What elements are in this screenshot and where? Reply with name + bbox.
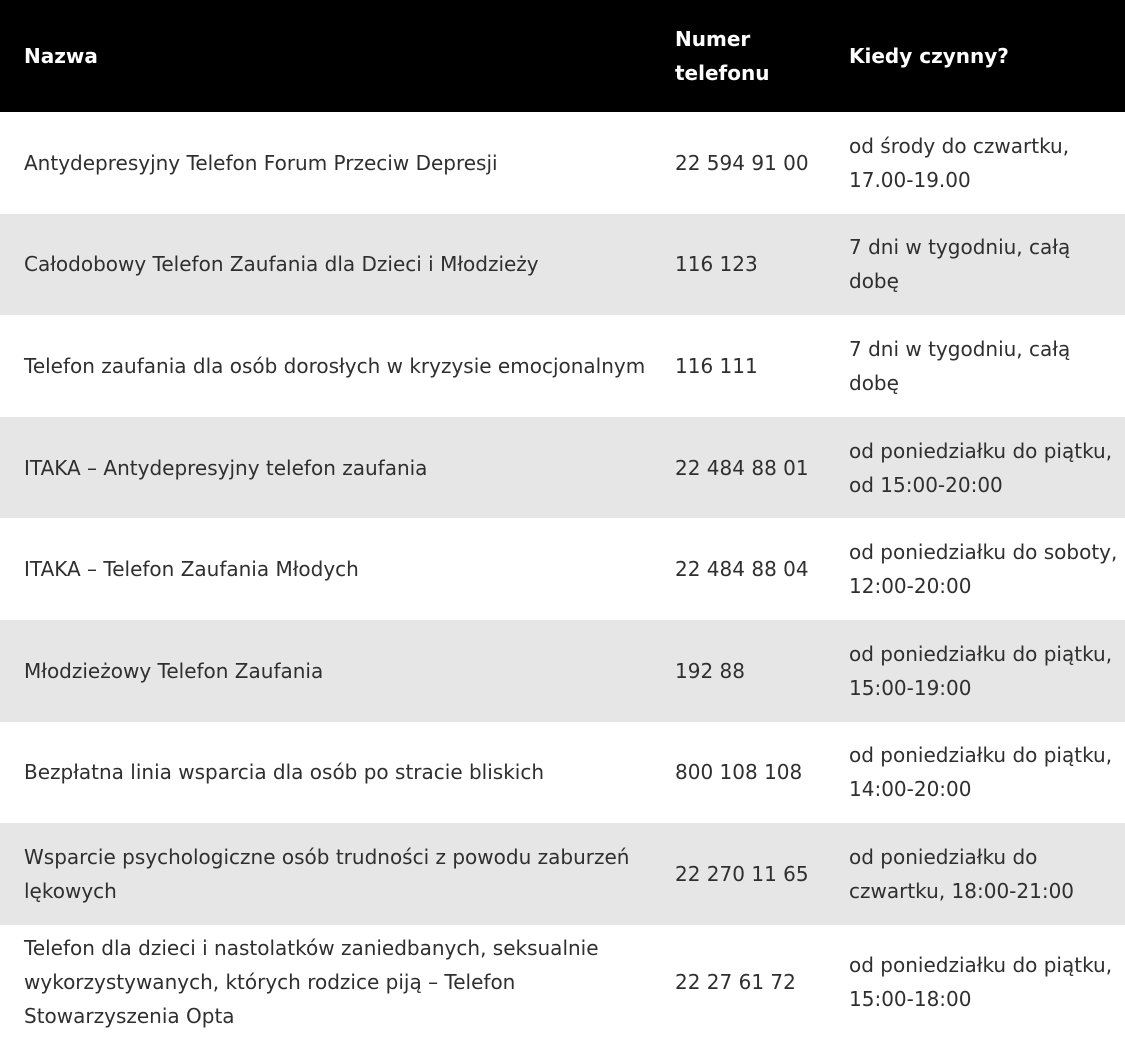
table-row [0,722,1125,824]
helpline-hours: od poniedziałku do piątku, 14:00-20:00 [849,743,1113,802]
helpline-phone: 192 88 [675,658,745,683]
helpline-hours: od poniedziałku do czwartku, 18:00-21:00 [849,844,1075,903]
helpline-hours: od poniedziałku do piątku, 15:00-18:00 [849,952,1113,1011]
helpline-hours: 7 dni w tygodniu, całą dobę [849,336,1071,395]
helpline-phone: 800 108 108 [675,760,803,785]
helpline-name: Wsparcie psychologiczne osób trudności z powodu zaburzeń lękowych [24,844,630,903]
table-row [0,214,1125,316]
helpline-hours: od poniedziałku do soboty, 12:00-20:00 [849,540,1118,599]
helpline-phone: 116 123 [675,252,758,277]
helpline-name: Całodobowy Telefon Zaufania dla Dzieci i Młodzieży [24,252,539,277]
table-row [0,112,1125,214]
table-row [0,620,1125,722]
table-header [0,0,1125,112]
helpline-name: Antydepresyjny Telefon Forum Przeciw Depresji [24,150,498,175]
table-row [0,518,1125,620]
table-body [0,112,1125,1039]
helpline-phone: 116 111 [675,353,758,378]
table-row [0,315,1125,417]
helpline-hours: od poniedziałku do piątku, 15:00-19:00 [849,641,1113,700]
helpline-name: Telefon dla dzieci i nastolatków zaniedbanych, seksualnie wykorzystywanych, których rodzice piją – Telefon Stowarzyszenia Opta [24,935,599,1028]
header-row [0,0,1125,112]
helpline-hours: 7 dni w tygodniu, całą dobę [849,235,1071,294]
column-header-phone: Numer telefonu [675,27,770,85]
column-header-name: Nazwa [24,44,98,68]
table-row [0,925,1125,1039]
helpline-name: Młodzieżowy Telefon Zaufania [24,658,324,683]
helpline-name: ITAKA – Telefon Zaufania Młodych [24,557,359,582]
helpline-name: Telefon zaufania dla osób dorosłych w kryzysie emocjonalnym [24,353,646,378]
helpline-phone: 22 484 88 01 [675,455,809,480]
helpline-hours: od środy do czwartku, 17.00-19.00 [849,133,1070,192]
helpline-phone: 22 484 88 04 [675,557,809,582]
helpline-phone: 22 594 91 00 [675,150,809,175]
helpline-phone: 22 27 61 72 [675,969,796,994]
helpline-name: Bezpłatna linia wsparcia dla osób po stracie bliskich [24,760,545,785]
table-row [0,417,1125,519]
column-header-hours: Kiedy czynny? [849,44,1009,68]
helpline-name: ITAKA – Antydepresyjny telefon zaufania [24,455,428,480]
helpline-hours: od poniedziałku do piątku, od 15:00-20:00 [849,438,1113,497]
helpline-phone: 22 270 11 65 [675,861,809,886]
table-row [0,823,1125,925]
